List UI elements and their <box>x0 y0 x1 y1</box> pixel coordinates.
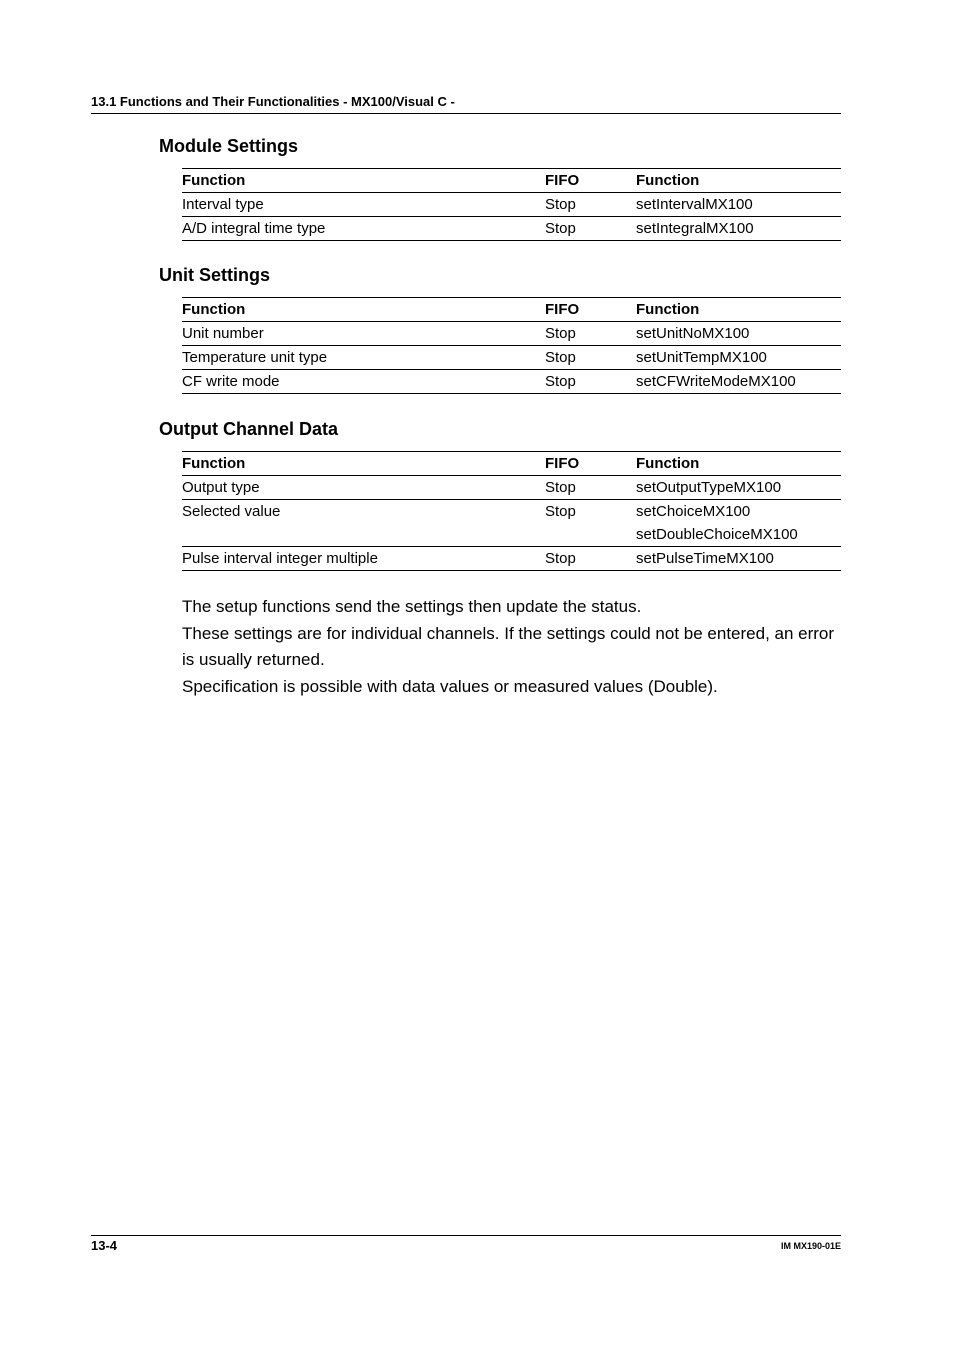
running-header: 13.1 Functions and Their Functionalities - MX100/Visual C - <box>91 94 841 114</box>
table-row <box>182 193 841 217</box>
table-row <box>182 217 841 241</box>
table-cell: Unit number <box>182 325 264 342</box>
table-cell: setOutputTypeMX100 <box>636 479 782 496</box>
table-cell: Stop <box>545 550 576 567</box>
column-header: Function <box>182 455 246 472</box>
column-header: FIFO <box>545 455 580 472</box>
column-header: Function <box>636 301 700 318</box>
table-cell: setPulseTimeMX100 <box>636 550 774 567</box>
table-cell: Output type <box>182 479 260 496</box>
table-cell: Temperature unit type <box>182 349 328 366</box>
table-cell: Stop <box>545 479 576 496</box>
table-cell: setIntervalMX100 <box>636 196 753 213</box>
table-row <box>182 476 841 500</box>
table-cell: setUnitNoMX100 <box>636 325 750 342</box>
table-row <box>182 346 841 370</box>
table-row <box>182 370 841 394</box>
page-number: 13-4 <box>91 1238 118 1253</box>
table-cell: setIntegralMX100 <box>636 220 754 237</box>
column-header: Function <box>182 172 246 189</box>
column-header: Function <box>182 301 246 318</box>
table-header-row <box>182 452 841 476</box>
body-text <box>182 594 842 701</box>
table-cell: Stop <box>545 220 576 237</box>
table-cell: A/D integral time type <box>182 220 326 237</box>
column-header: Function <box>636 455 700 472</box>
table-cell: Pulse interval integer multiple <box>182 550 378 567</box>
table-row <box>182 500 841 547</box>
column-header: FIFO <box>545 172 580 189</box>
table-cell: CF write mode <box>182 373 280 390</box>
table-cell: setUnitTempMX100 <box>636 349 767 366</box>
column-header: FIFO <box>545 301 580 318</box>
table-cell: Interval type <box>182 196 264 213</box>
table-cell <box>636 500 841 547</box>
paragraph: Specification is possible with data values or measured values (Double). <box>182 677 718 696</box>
table-header-row <box>182 298 841 322</box>
table-cell: Stop <box>545 503 576 520</box>
function-name: setChoiceMX100 <box>636 503 751 520</box>
table-cell: Stop <box>545 349 576 366</box>
output-channel-data-table <box>182 451 841 571</box>
section-title-output-channel-data: Output Channel Data <box>159 419 338 439</box>
table-cell: Stop <box>545 325 576 342</box>
table-header-row <box>182 169 841 193</box>
document-id: IM MX190-01E <box>780 1241 841 1251</box>
module-settings-table <box>182 168 841 241</box>
table-row <box>182 547 841 571</box>
section-title-unit-settings: Unit Settings <box>159 265 270 285</box>
table-cell: Selected value <box>182 503 281 520</box>
function-name: setDoubleChoiceMX100 <box>636 526 798 543</box>
table-row <box>182 322 841 346</box>
paragraph: The setup functions send the settings then update the status. <box>182 597 642 616</box>
paragraph: These settings are for individual channels. If the settings could not be entered, an error is usually returned. <box>182 624 835 669</box>
column-header: Function <box>636 172 700 189</box>
table-cell: Stop <box>545 373 576 390</box>
section-title-module-settings: Module Settings <box>159 136 298 156</box>
footer-divider <box>91 1235 841 1236</box>
unit-settings-table <box>182 297 841 394</box>
table-cell: Stop <box>545 196 576 213</box>
table-cell: setCFWriteModeMX100 <box>636 373 796 390</box>
